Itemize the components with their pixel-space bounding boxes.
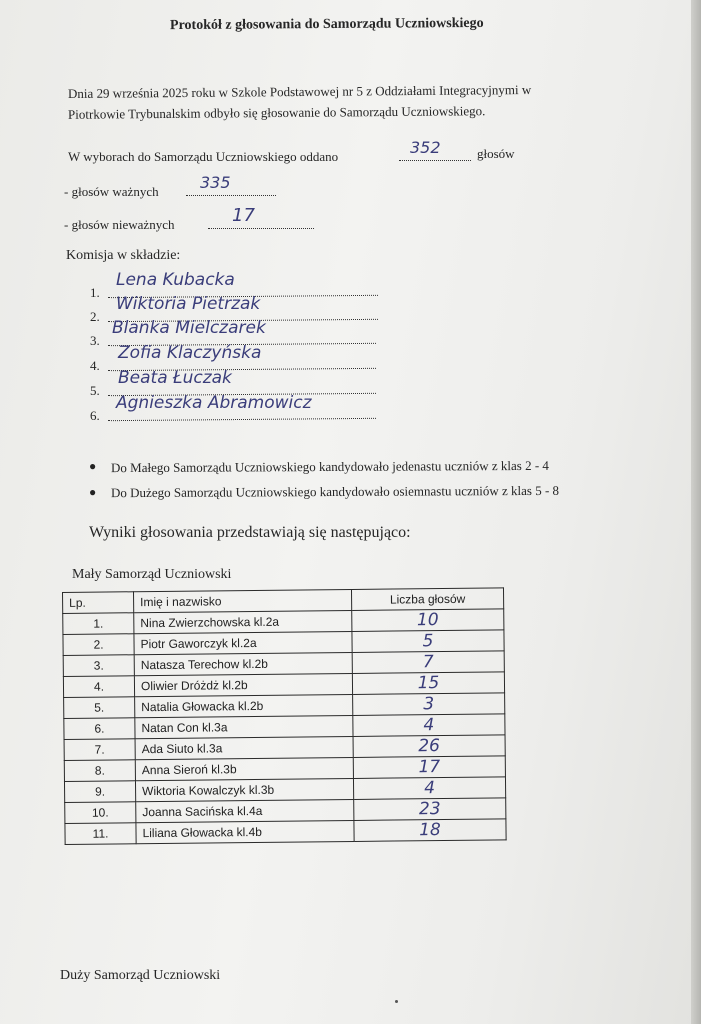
row-lp: 4. [63,675,134,697]
row-votes: 15 [352,671,504,694]
row-name: Natalia Głowacka kl.2b [135,694,353,717]
row-name: Oliwier Dróżdż kl.2b [134,673,352,696]
row-lp: 9. [64,780,135,802]
row-votes: 18 [354,818,506,841]
commission-number: 6. [90,408,100,423]
bullet-small-council: Do Małego Samorządu Uczniowskiego kandydowało jedenastu uczniów z klas 2 - 4 [110,457,549,476]
row-votes: 7 [352,650,504,673]
row-lp: 5. [64,696,135,718]
page-edge [691,0,701,1024]
row-votes: 5 [352,629,504,652]
commission-signature: Agnieszka Abramowicz [116,393,312,413]
row-lp: 2. [63,633,134,655]
header-votes: Liczba głosów [351,588,503,610]
commission-signature: Blanka Mielczarek [112,318,266,338]
commission-number: 1. [90,285,100,300]
bullet-dot: ● [89,485,97,499]
row-votes: 3 [353,692,505,715]
row-name: Liliana Głowacka kl.4b [136,820,354,843]
row-lp: 11. [65,822,136,844]
row-votes: 26 [353,734,505,757]
document-title: Protokół z głosowania do Samorządu Uczniowskiego [169,15,484,34]
row-name: Natan Con kl.3a [135,715,353,738]
paper-speck [395,1000,398,1003]
commission-number: 3. [90,333,100,348]
row-votes: 23 [354,797,506,820]
row-votes: 4 [353,776,505,799]
row-lp: 8. [64,759,135,781]
commission-signature: Zofia Klaczyńska [118,343,262,363]
bullet-dot: ● [89,459,97,473]
row-lp: 6. [64,717,135,739]
table-row [65,818,506,844]
row-name: Natasza Terechow kl.2b [134,652,352,675]
votes-cast-unit: głosów [477,146,515,161]
commission-label: Komisja w składzie: [66,248,181,263]
row-votes: 10 [352,608,504,631]
commission-number: 5. [90,383,100,398]
row-name: Ada Siuto kl.3a [135,736,353,759]
row-votes: 17 [353,755,505,778]
row-lp: 7. [64,738,135,760]
row-lp: 1. [63,612,134,634]
commission-number: 2. [90,309,100,324]
header-name: Imię i nazwisko [134,589,352,612]
row-name: Wiktoria Kowalczyk kl.3b [135,778,353,801]
votes-cast-line [399,160,471,161]
commission-signature: Lena Kubacka [116,270,235,290]
row-name: Piotr Gaworczyk kl.2a [134,631,352,654]
valid-votes-label: - głosów ważnych [64,184,159,199]
row-lp: 3. [63,654,134,676]
votes-cast-label: W wyborach do Samorządu Uczniowskiego oddano [68,149,339,164]
commission-signature: Wiktoria Pietrzak [116,294,261,314]
row-name: Anna Sieroń kl.3b [135,757,353,780]
intro-line-1: Dnia 29 września 2025 roku w Szkole Podstawowej nr 5 z Oddziałami Integracyjnymi w [67,81,532,102]
small-council-label: Mały Samorząd Uczniowski [72,567,232,582]
commission-number: 4. [90,358,100,373]
invalid-votes-value: 17 [232,205,255,226]
row-name: Nina Zwierzchowska kl.2a [134,610,352,633]
results-heading: Wyniki głosowania przedstawiają się następująco: [89,524,411,541]
intro-line-2: Piotrkowie Trybunalskim odbyło się głosowanie do Samorządu Uczniowskiego. [67,103,486,122]
bullet-large-council: Do Dużego Samorządu Uczniowskiego kandydowało osiemnastu uczniów z klas 5 - 8 [110,482,560,501]
row-name: Joanna Sacińska kl.4a [136,799,354,822]
signature-line [108,418,376,421]
row-lp: 10. [65,801,136,823]
votes-cast-value: 352 [410,138,441,157]
header-lp: Lp. [63,592,134,613]
large-council-label: Duży Samorząd Uczniowski [60,968,221,983]
commission-signature: Beata Łuczak [118,368,232,388]
valid-votes-line [186,195,276,196]
row-votes: 4 [353,713,505,736]
invalid-votes-label: - głosów nieważnych [64,217,175,232]
invalid-votes-line [208,228,314,229]
results-table [62,587,507,844]
valid-votes-value: 335 [200,173,231,192]
